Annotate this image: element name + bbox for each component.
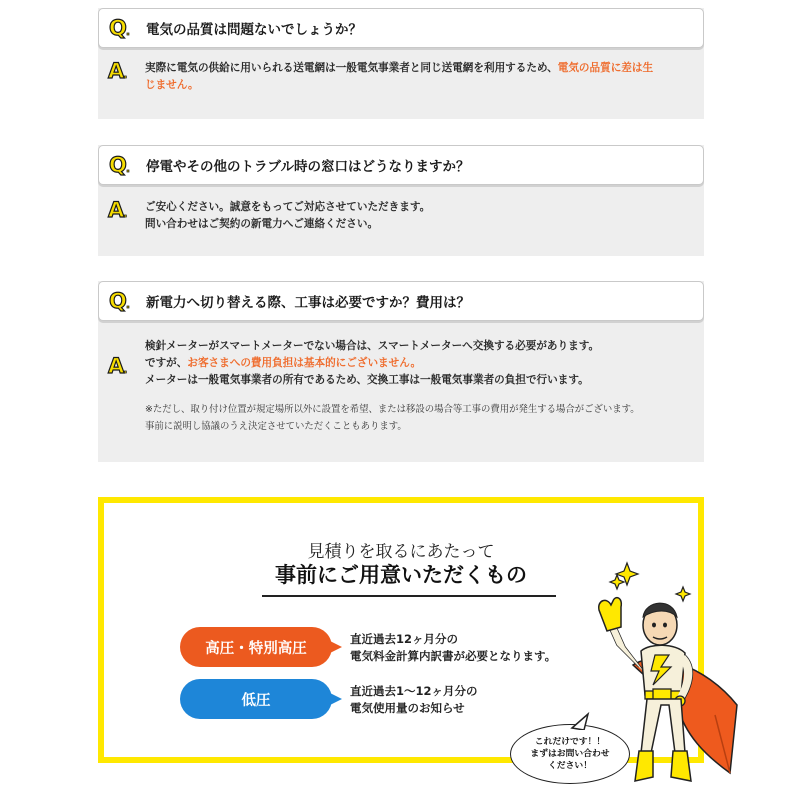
bubble-line: これだけです！！ [534,737,606,747]
faq-item [98,145,704,256]
q-icon: Q. [109,288,130,313]
a-icon: A. [108,59,127,83]
answer-line: メーターは一般電気事業者の所有であるため、交換工事は一般電気事業者の負担で行います。 [145,374,589,386]
faq-question [98,8,704,48]
answer-note [145,401,640,435]
faq-item [98,281,704,462]
title-underline [262,595,556,597]
question-text: 停電やその他のトラブル時の窓口はどうなりますか？ [146,159,470,175]
q-icon: Q. [109,152,130,177]
answer-segment: ですが、 [145,357,188,369]
description-line: 直近過去12ヶ月分の [350,632,459,646]
a-icon: A. [108,198,127,222]
low-voltage-badge: 低圧 [180,679,332,719]
sparkle-icon [610,563,690,601]
panel-subtitle: 見積りを取るにあたって [307,542,495,562]
answer-line: ご安心ください。誠意をもってご対応させていただきます。 [145,201,431,213]
answer-highlight: お客さまへの費用負担は基本的にございません。 [187,357,422,369]
answer-line: 問い合わせはご契約の新電力へご連絡ください。 [145,218,379,230]
answer-highlight: じません。 [145,79,199,91]
answer-segment: 実際に電気の供給に用いられる送電網は一般電気事業者と同じ送電網を利用するため、 [145,62,558,74]
answer-line [145,60,653,77]
answer-line [145,77,653,94]
bubble-line: ください！ [548,761,592,771]
faq-answer [98,185,704,233]
speech-bubble [510,724,630,784]
answer-text [145,199,430,233]
question-text: 電気の品質は問題ないでしょうか？ [146,22,362,38]
description-line: 電気使用量のお知らせ [350,701,465,715]
faq-answer [98,321,704,435]
high-voltage-description [350,631,556,665]
answer-text [145,338,640,435]
faq-question [98,281,704,321]
q-icon: Q. [109,15,130,40]
low-voltage-description [350,683,478,717]
description-line: 電気料金計算内訳書が必要となります。 [350,649,557,663]
question-text: 新電力へ切り替える際、工事は必要ですか？費用は？ [146,295,470,311]
answer-text [145,60,653,94]
bubble-line: まずはお問い合わせ [530,749,610,759]
panel-title: 事前にご用意いただくもの [275,563,527,587]
description-line: 直近過去1〜12ヶ月分の [350,684,478,698]
answer-line [145,355,640,372]
answer-highlight: 電気の品質に差は生 [557,62,654,74]
bubble-tail [570,712,594,730]
high-voltage-badge: 高圧・特別高圧 [180,627,332,667]
faq-answer [98,48,704,94]
faq-item [98,8,704,119]
a-icon: A. [108,354,127,378]
faq-question [98,145,704,185]
note-line: 事前に説明し協議のうえ決定させていただくこともあります。 [145,421,407,432]
answer-line: 検針メーターがスマートメーターでない場合は、スマートメーターへ交換する必要があります。 [145,340,600,352]
note-line: ※ただし、取り付け位置が規定場所以外に設置を希望、または移設の場合等工事の費用が発生する場合がございます。 [145,404,640,415]
